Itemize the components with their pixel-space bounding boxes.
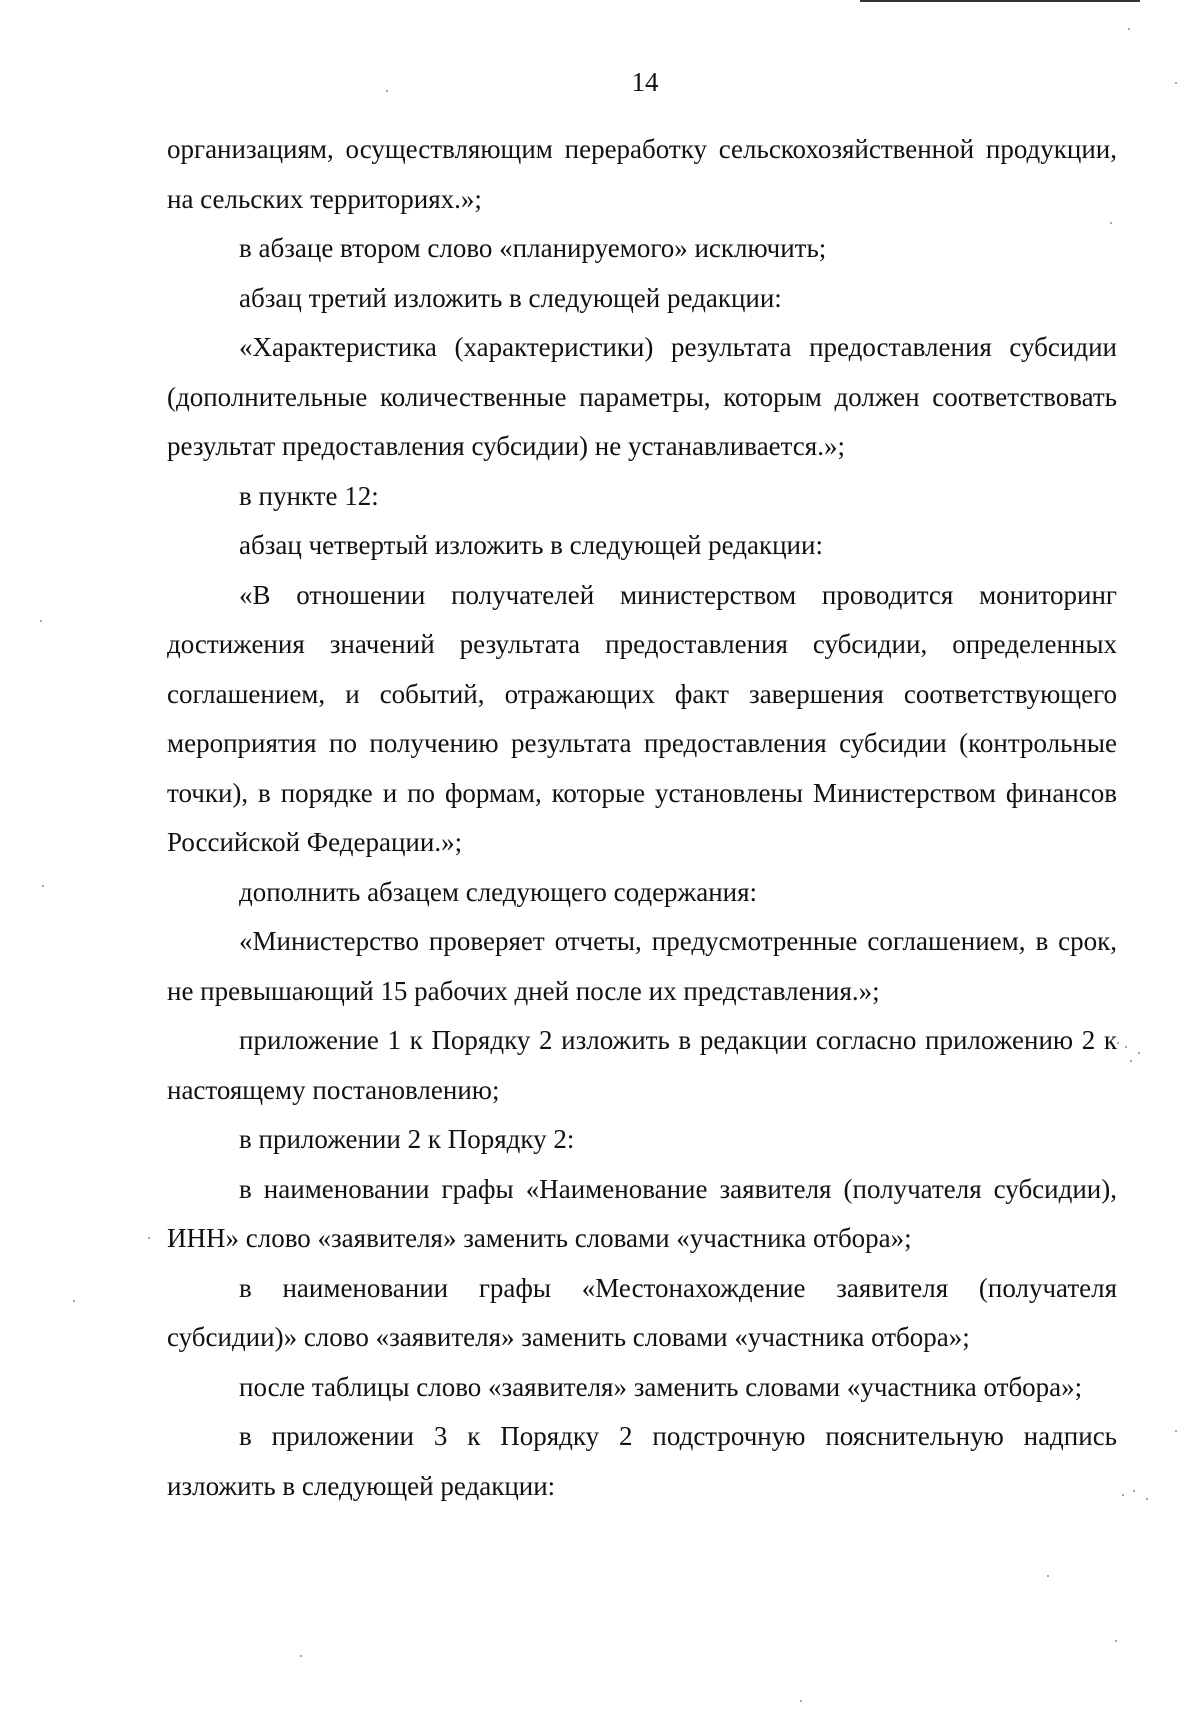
- document-body: [167, 125, 1117, 1511]
- paragraph: после таблицы слово «заявителя» заменить словами «участника отбора»;: [239, 1371, 1083, 1402]
- paragraph: «Характеристика (характеристики) результата предоставления субсидии (дополнительные количественные параметры, которым должен соответствовать результат предоставления субсидии) не устанавливается.»;: [167, 332, 1117, 461]
- scan-top-rule: [860, 0, 1140, 2]
- paragraph: в наименовании графы «Местонахождение заявителя (получателя субсидии)» слово «заявителя» заменить словами «участника отбора»;: [167, 1272, 1117, 1352]
- paragraph: абзац третий изложить в следующей редакции:: [239, 282, 782, 313]
- paragraph: приложение 1 к Порядку 2 изложить в редакции согласно приложению 2 к настоящему постановлению;: [167, 1025, 1117, 1105]
- page-number: 14: [631, 67, 659, 97]
- paragraph: «В отношении получателей министерством проводится мониторинг достижения значений результата предоставления субсидии, определенных соглашением, и событий, отражающих факт завершения соответствующего мероприятия по получению результата предоставления субсидии (контрольные точки), в порядке и по формам, которые установлены Министерством финансов Российской Федерации.»;: [167, 579, 1117, 857]
- paragraph: дополнить абзацем следующего содержания:: [239, 876, 758, 907]
- paragraph: в пункте 12:: [239, 480, 379, 511]
- paragraph-continuation: организациям, осуществляющим переработку сельскохозяйственной продукции, на сельских территориях.»;: [167, 134, 1117, 214]
- paragraph: в приложении 3 к Порядку 2 подстрочную пояснительную надпись изложить в следующей редакции:: [167, 1421, 1117, 1501]
- paragraph: в наименовании графы «Наименование заявителя (получателя субсидии), ИНН» слово «заявителя» заменить словами «участника отбора»;: [167, 1173, 1117, 1253]
- paragraph: «Министерство проверяет отчеты, предусмотренные соглашением, в срок, не превышающий 15 рабочих дней после их представления.»;: [167, 926, 1117, 1006]
- paragraph: в абзаце втором слово «планируемого» исключить;: [239, 233, 827, 263]
- paragraph: абзац четвертый изложить в следующей редакции:: [239, 530, 823, 560]
- paragraph: в приложении 2 к Порядку 2:: [239, 1124, 575, 1154]
